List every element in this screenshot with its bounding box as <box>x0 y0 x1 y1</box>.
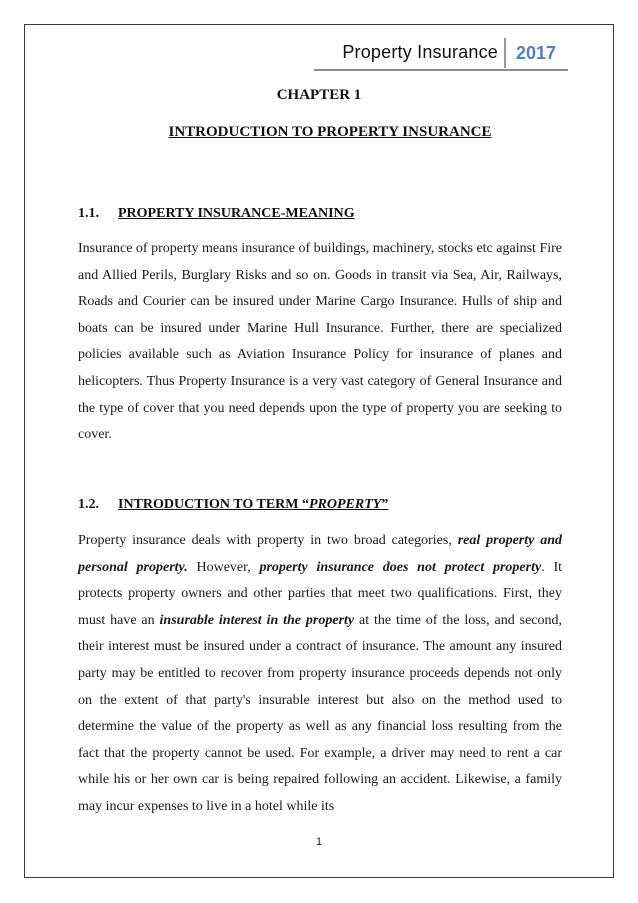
section-title <box>118 497 388 512</box>
paragraph-text: However, <box>187 559 260 575</box>
section-number: 1.2. <box>78 497 99 512</box>
page-header <box>0 38 566 64</box>
section-1-2-paragraph <box>78 528 562 821</box>
chapter-label: CHAPTER 1 <box>276 87 362 103</box>
chapter-title: INTRODUCTION TO PROPERTY INSURANCE <box>168 124 492 140</box>
section-heading-1-1 <box>78 206 355 222</box>
paragraph-text: at the time of the loss, and second, their interest must be insured under a contract of insurance. The amount any insured party may be entitled to recover from property insurance proceeds depends not only on the extent of that party's insurable interest but also on the method used to determine the value of the property as well as any financial loss resulting from the fact that the property cannot be used. For example, a driver may need to rent a car while his or her own car is being repaired following an accident. Likewise, a family may incur expenses to live in a hotel while its <box>78 612 562 814</box>
section-number: 1.1. <box>78 206 99 221</box>
emphasis-real-personal-property: real property and personal property. <box>78 533 562 575</box>
header-year: 2017 <box>504 38 566 68</box>
emphasis-insurable-interest: insurable interest in the property <box>159 612 355 628</box>
section-title-emphasis: PROPERTY <box>308 497 382 512</box>
paragraph-text: . It protects property owners and other parties that meet two qualifications. First, they must have an <box>78 559 562 628</box>
section-title: PROPERTY INSURANCE-MEANING <box>118 206 355 221</box>
page-number: 1 <box>315 836 323 848</box>
section-heading-1-2 <box>78 497 388 513</box>
emphasis-does-not-protect: property insurance does not protect property <box>259 559 542 575</box>
section-1-1-paragraph: Insurance of property means insurance of buildings, machinery, stocks etc against Fire and Allied Perils, Burglary Risks and so on. Goods in transit via Sea, Air, Railways, Roads and Courier can be insured under Marine Cargo Insurance. Hulls of ship and boats can be insured under Marine Hull Insurance. Further, there are specialized policies available such as Aviation Insurance Policy for insurance of planes and helicopters. Thus Property Insurance is a very vast category of General Insurance and the type of cover that you need depends upon the type of property you are seeking to cover. <box>78 241 562 443</box>
header-rule <box>314 69 568 71</box>
section-title-suffix: ” <box>381 497 389 512</box>
section-title-prefix: INTRODUCTION TO TERM “ <box>118 497 309 512</box>
paragraph-text: Property insurance deals with property in two broad categories, <box>78 533 458 548</box>
header-title: Property Insurance <box>342 42 498 62</box>
